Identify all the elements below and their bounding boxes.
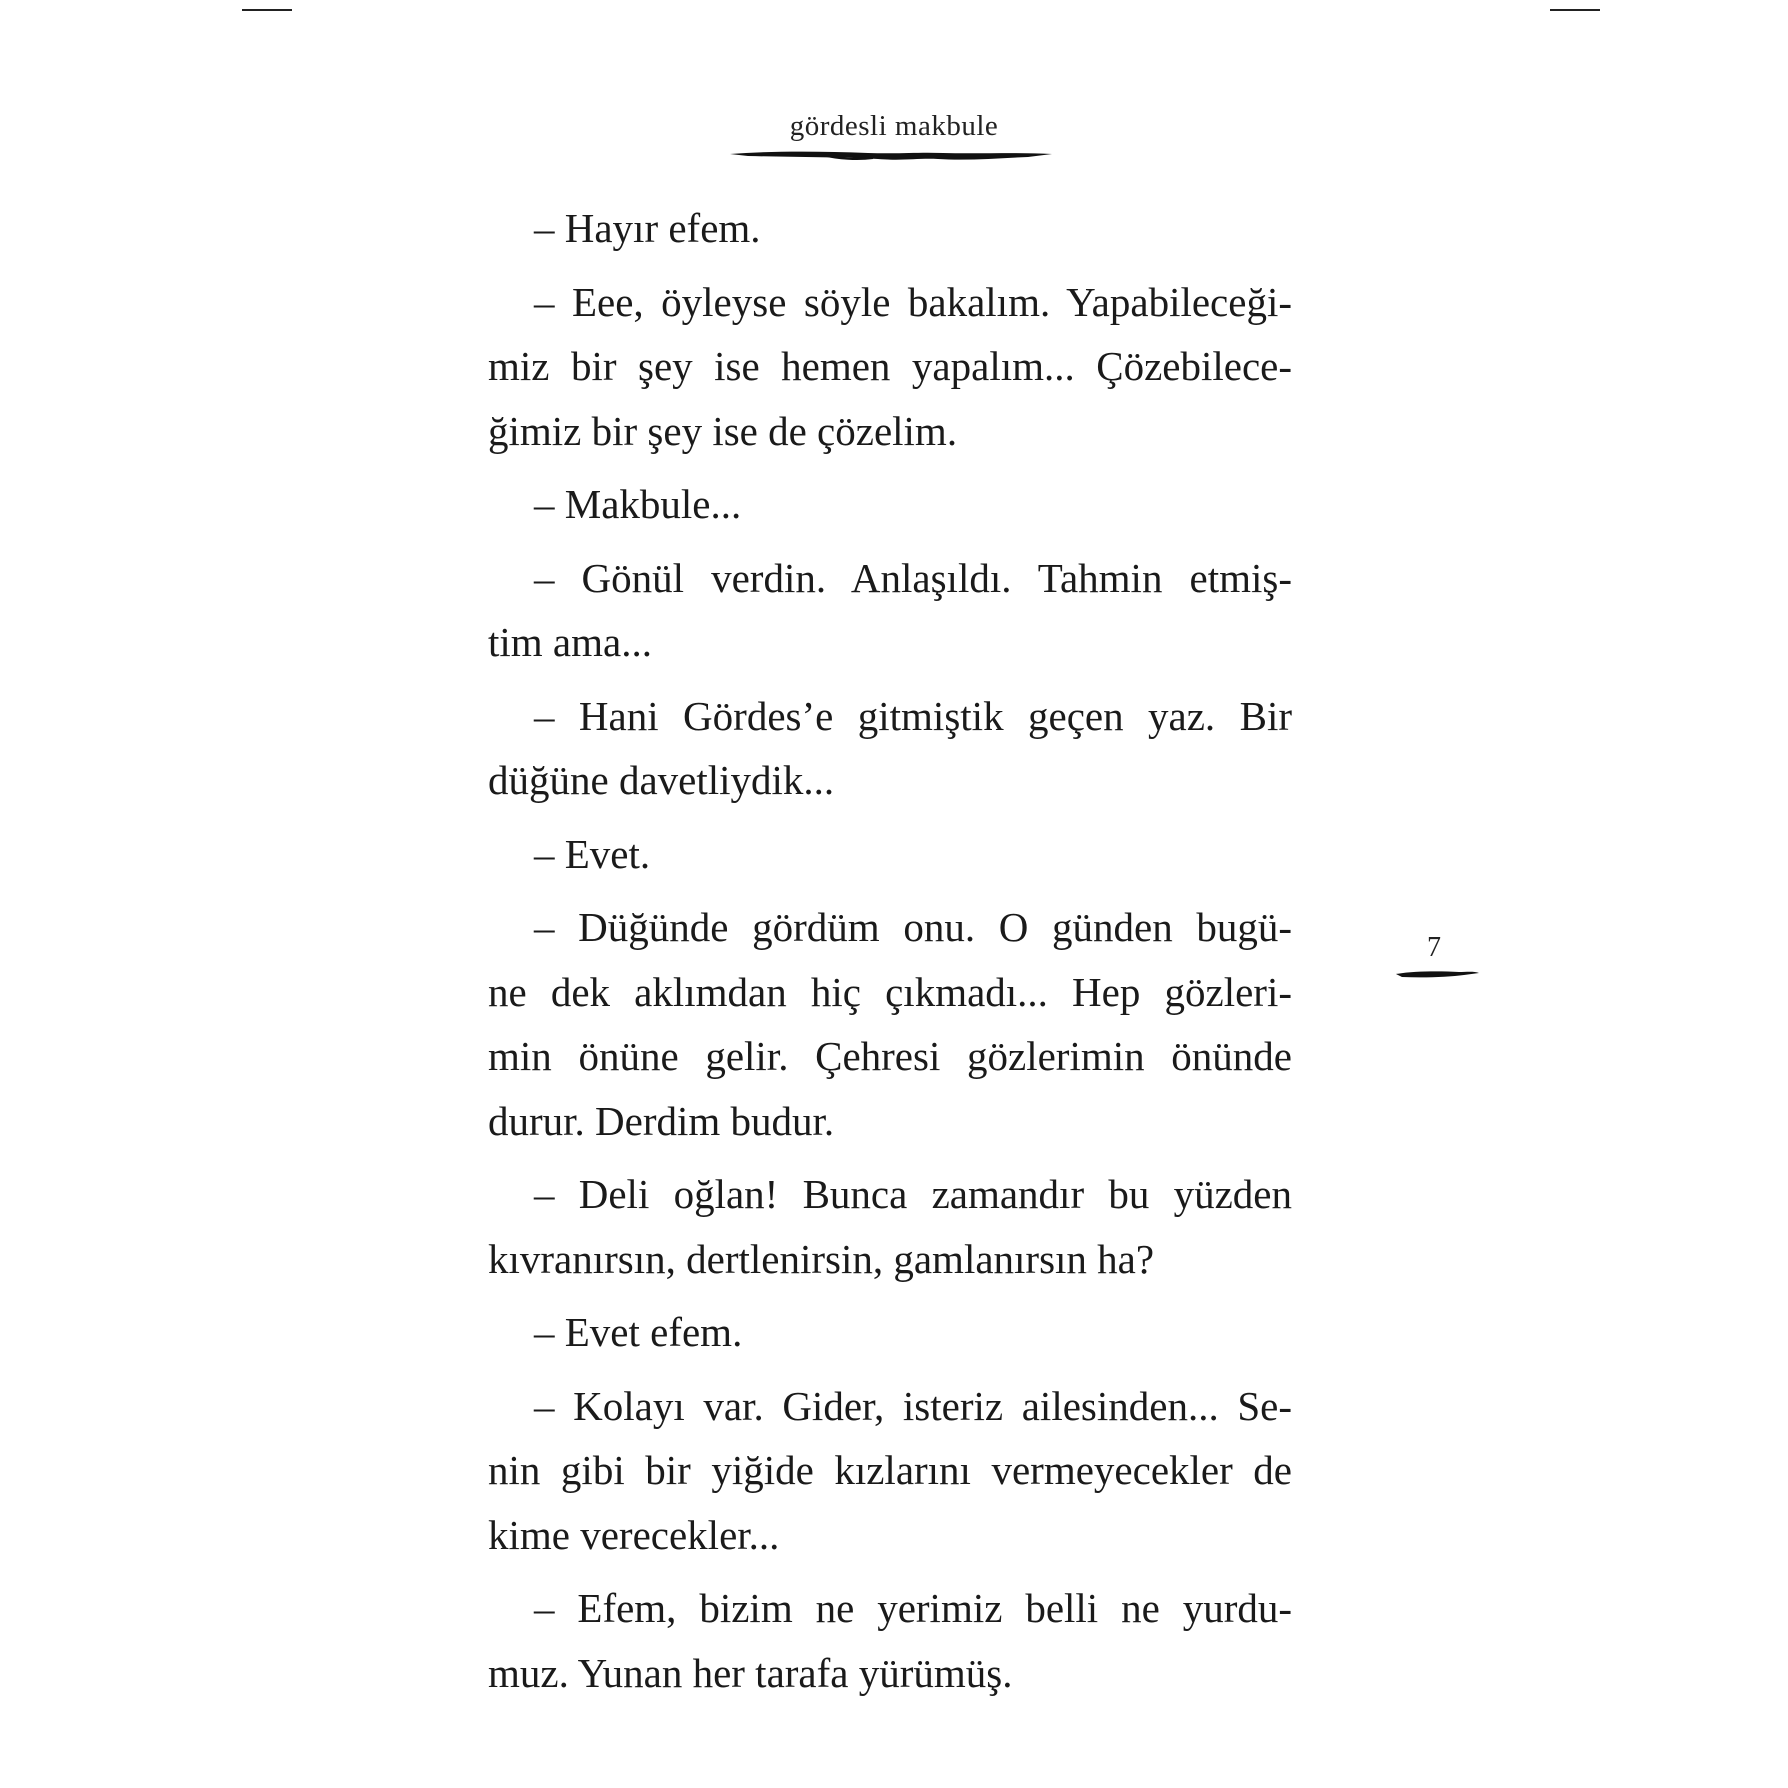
body-text bbox=[488, 196, 1292, 1714]
text-line: – Kolayı var. Gider, isteriz ailesinden... Se- bbox=[534, 1382, 1292, 1429]
text-line: kime verecekler... bbox=[488, 1511, 780, 1558]
text-line: min önüne gelir. Çehresi gözlerimin önünde bbox=[488, 1033, 1292, 1079]
text-line: – Düğünde gördüm onu. O günden bugü- bbox=[534, 904, 1292, 950]
text-line: miz bir şey ise hemen yapalım... Çözebilece- bbox=[488, 343, 1292, 389]
text-line: durur. Derdim budur. bbox=[488, 1097, 835, 1144]
running-head-title: gördesli makbule bbox=[789, 110, 999, 142]
paragraph bbox=[488, 1162, 1292, 1291]
text-line: kıvranırsın, dertlenirsin, gamlanırsın ha? bbox=[488, 1235, 1155, 1282]
paragraph bbox=[488, 1374, 1292, 1568]
text-line: – Hani Gördes’e gitmiştik geçen yaz. Bir bbox=[534, 692, 1292, 739]
text-line: nin gibi bir yiğide kızlarını vermeyecekler de bbox=[488, 1447, 1292, 1493]
text-line: – Eee, öyleyse söyle bakalım. Yapabileceği- bbox=[534, 278, 1292, 325]
crop-mark-left bbox=[242, 9, 292, 11]
paragraph bbox=[488, 1300, 1292, 1365]
running-head bbox=[0, 110, 1788, 143]
crop-mark-right bbox=[1550, 9, 1600, 11]
paragraph bbox=[488, 1576, 1292, 1705]
text-line: tim ama... bbox=[488, 619, 652, 665]
brush-stroke-ornament bbox=[1394, 966, 1480, 980]
text-line: – Deli oğlan! Bunca zamandır bu yüzden bbox=[534, 1171, 1292, 1217]
page-number-block bbox=[1394, 932, 1484, 982]
paragraph bbox=[488, 895, 1292, 1153]
page-number: 7 bbox=[1427, 932, 1441, 963]
text-line: – Makbule... bbox=[534, 481, 742, 527]
text-line: – Evet efem. bbox=[534, 1309, 743, 1355]
text-line: ne dek aklımdan hiç çıkmadı... Hep gözleri- bbox=[488, 968, 1292, 1015]
brush-stroke-ornament bbox=[728, 146, 1053, 164]
text-line: – Evet. bbox=[534, 830, 651, 877]
paragraph bbox=[488, 270, 1292, 464]
paragraph bbox=[488, 472, 1292, 537]
paragraph bbox=[488, 822, 1292, 887]
text-line: düğüne davetliydik... bbox=[488, 757, 835, 803]
text-line: – Efem, bizim ne yerimiz belli ne yurdu- bbox=[534, 1585, 1292, 1631]
text-line: – Hayır efem. bbox=[534, 205, 761, 251]
paragraph bbox=[488, 546, 1292, 675]
text-line: muz. Yunan her tarafa yürümüş. bbox=[488, 1649, 1013, 1696]
paragraph bbox=[488, 196, 1292, 261]
text-line: – Gönül verdin. Anlaşıldı. Tahmin etmiş- bbox=[534, 554, 1292, 601]
paragraph bbox=[488, 684, 1292, 813]
text-line: ğimiz bir şey ise de çözelim. bbox=[488, 407, 958, 454]
